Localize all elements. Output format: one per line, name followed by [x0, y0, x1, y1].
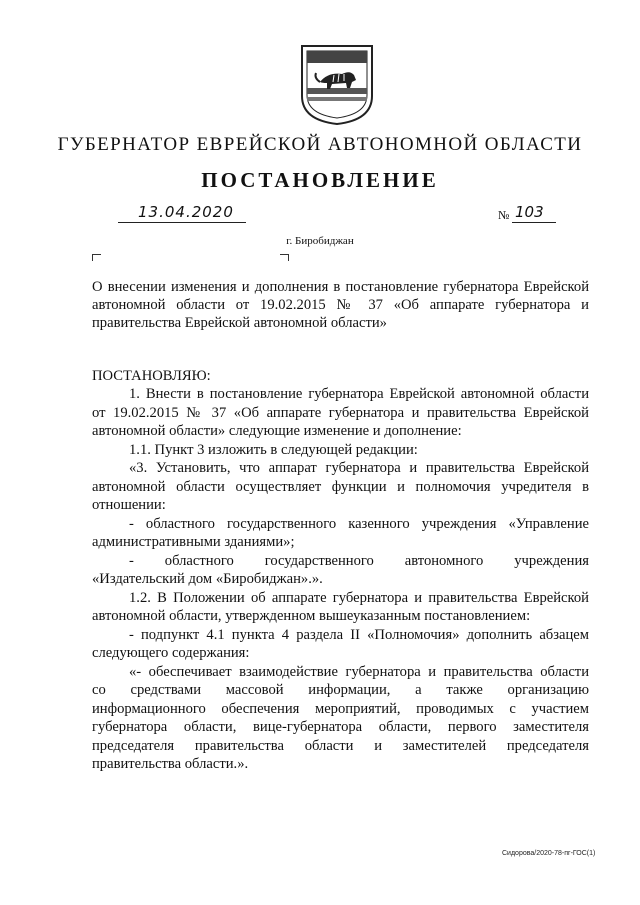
body-line: отношении: [92, 497, 166, 513]
subject-line: правительства Еврейской автономной области» [92, 315, 387, 331]
body-line: председателя правительства области и заместителей председателя [92, 738, 589, 754]
body-line: 1. Внести в постановление губернатора Еврейской автономной области [129, 386, 589, 402]
body-line: губернатора области, вице-губернатора области, первого заместителя [92, 719, 589, 735]
body-line: автономной области, утвержденном вышеуказанным постановлением: [92, 608, 531, 624]
subject-bracket-right [280, 254, 289, 261]
subject-bracket-left [92, 254, 101, 261]
coat-of-arms-emblem [298, 42, 376, 126]
body-line: следующего содержания: [92, 645, 250, 661]
body-line: 1.1. Пункт 3 изложить в следующей редакции: [129, 442, 418, 458]
document-date: 13.04.2020 [138, 203, 234, 221]
subject-line: автономной области от 19.02.2015 № 37 «Об аппарате губернатора и [92, 297, 589, 313]
decree-word: ПОСТАНОВЛЯЮ: [92, 368, 211, 384]
body-line: 1.2. В Положении об аппарате губернатора и правительства Еврейской [129, 590, 589, 606]
document-footer-code: Сидорова/2020-78-пг-ГОС(1) [502, 850, 596, 857]
body-line: - областного государственного автономного учреждения [129, 553, 589, 569]
document-type-heading: ПОСТАНОВЛЕНИЕ [201, 168, 439, 192]
body-line: «3. Установить, что аппарат губернатора и правительства Еврейской [129, 460, 589, 476]
number-sign: № [498, 208, 510, 222]
body-line: автономной области осуществляет функции и полномочия учредителя в [92, 479, 589, 495]
subject-line: О внесении изменения и дополнения в постановление губернатора Еврейской [92, 279, 589, 295]
body-line: информационного обеспечения мероприятий, проводимых с участием [92, 701, 589, 717]
body-line: «- обеспечивает взаимодействие губернатора и правительства области [129, 664, 589, 680]
number-underline [512, 222, 556, 223]
body-line: «Издательский дом «Биробиджан».». [92, 571, 323, 587]
body-line: правительства области.». [92, 756, 249, 772]
body-line: автономной области» следующие изменение и дополнение: [92, 423, 462, 439]
body-line: со средствами массовой информации, а также организацию [92, 682, 589, 698]
body-line: от 19.02.2015 № 37 «Об аппарате губернатора и правительства Еврейской [92, 405, 589, 421]
date-underline [118, 222, 246, 223]
document-number: 103 [515, 203, 544, 221]
body-line: административными зданиями»; [92, 534, 295, 550]
body-line: - областного государственного казенного учреждения «Управление [129, 516, 589, 532]
issuing-authority-title: ГУБЕРНАТОР ЕВРЕЙСКОЙ АВТОНОМНОЙ ОБЛАСТИ [57, 134, 583, 155]
issuing-city: г. Биробиджан [286, 235, 354, 247]
body-line: - подпункт 4.1 пункта 4 раздела II «Полномочия» дополнить абзацем [129, 627, 589, 643]
